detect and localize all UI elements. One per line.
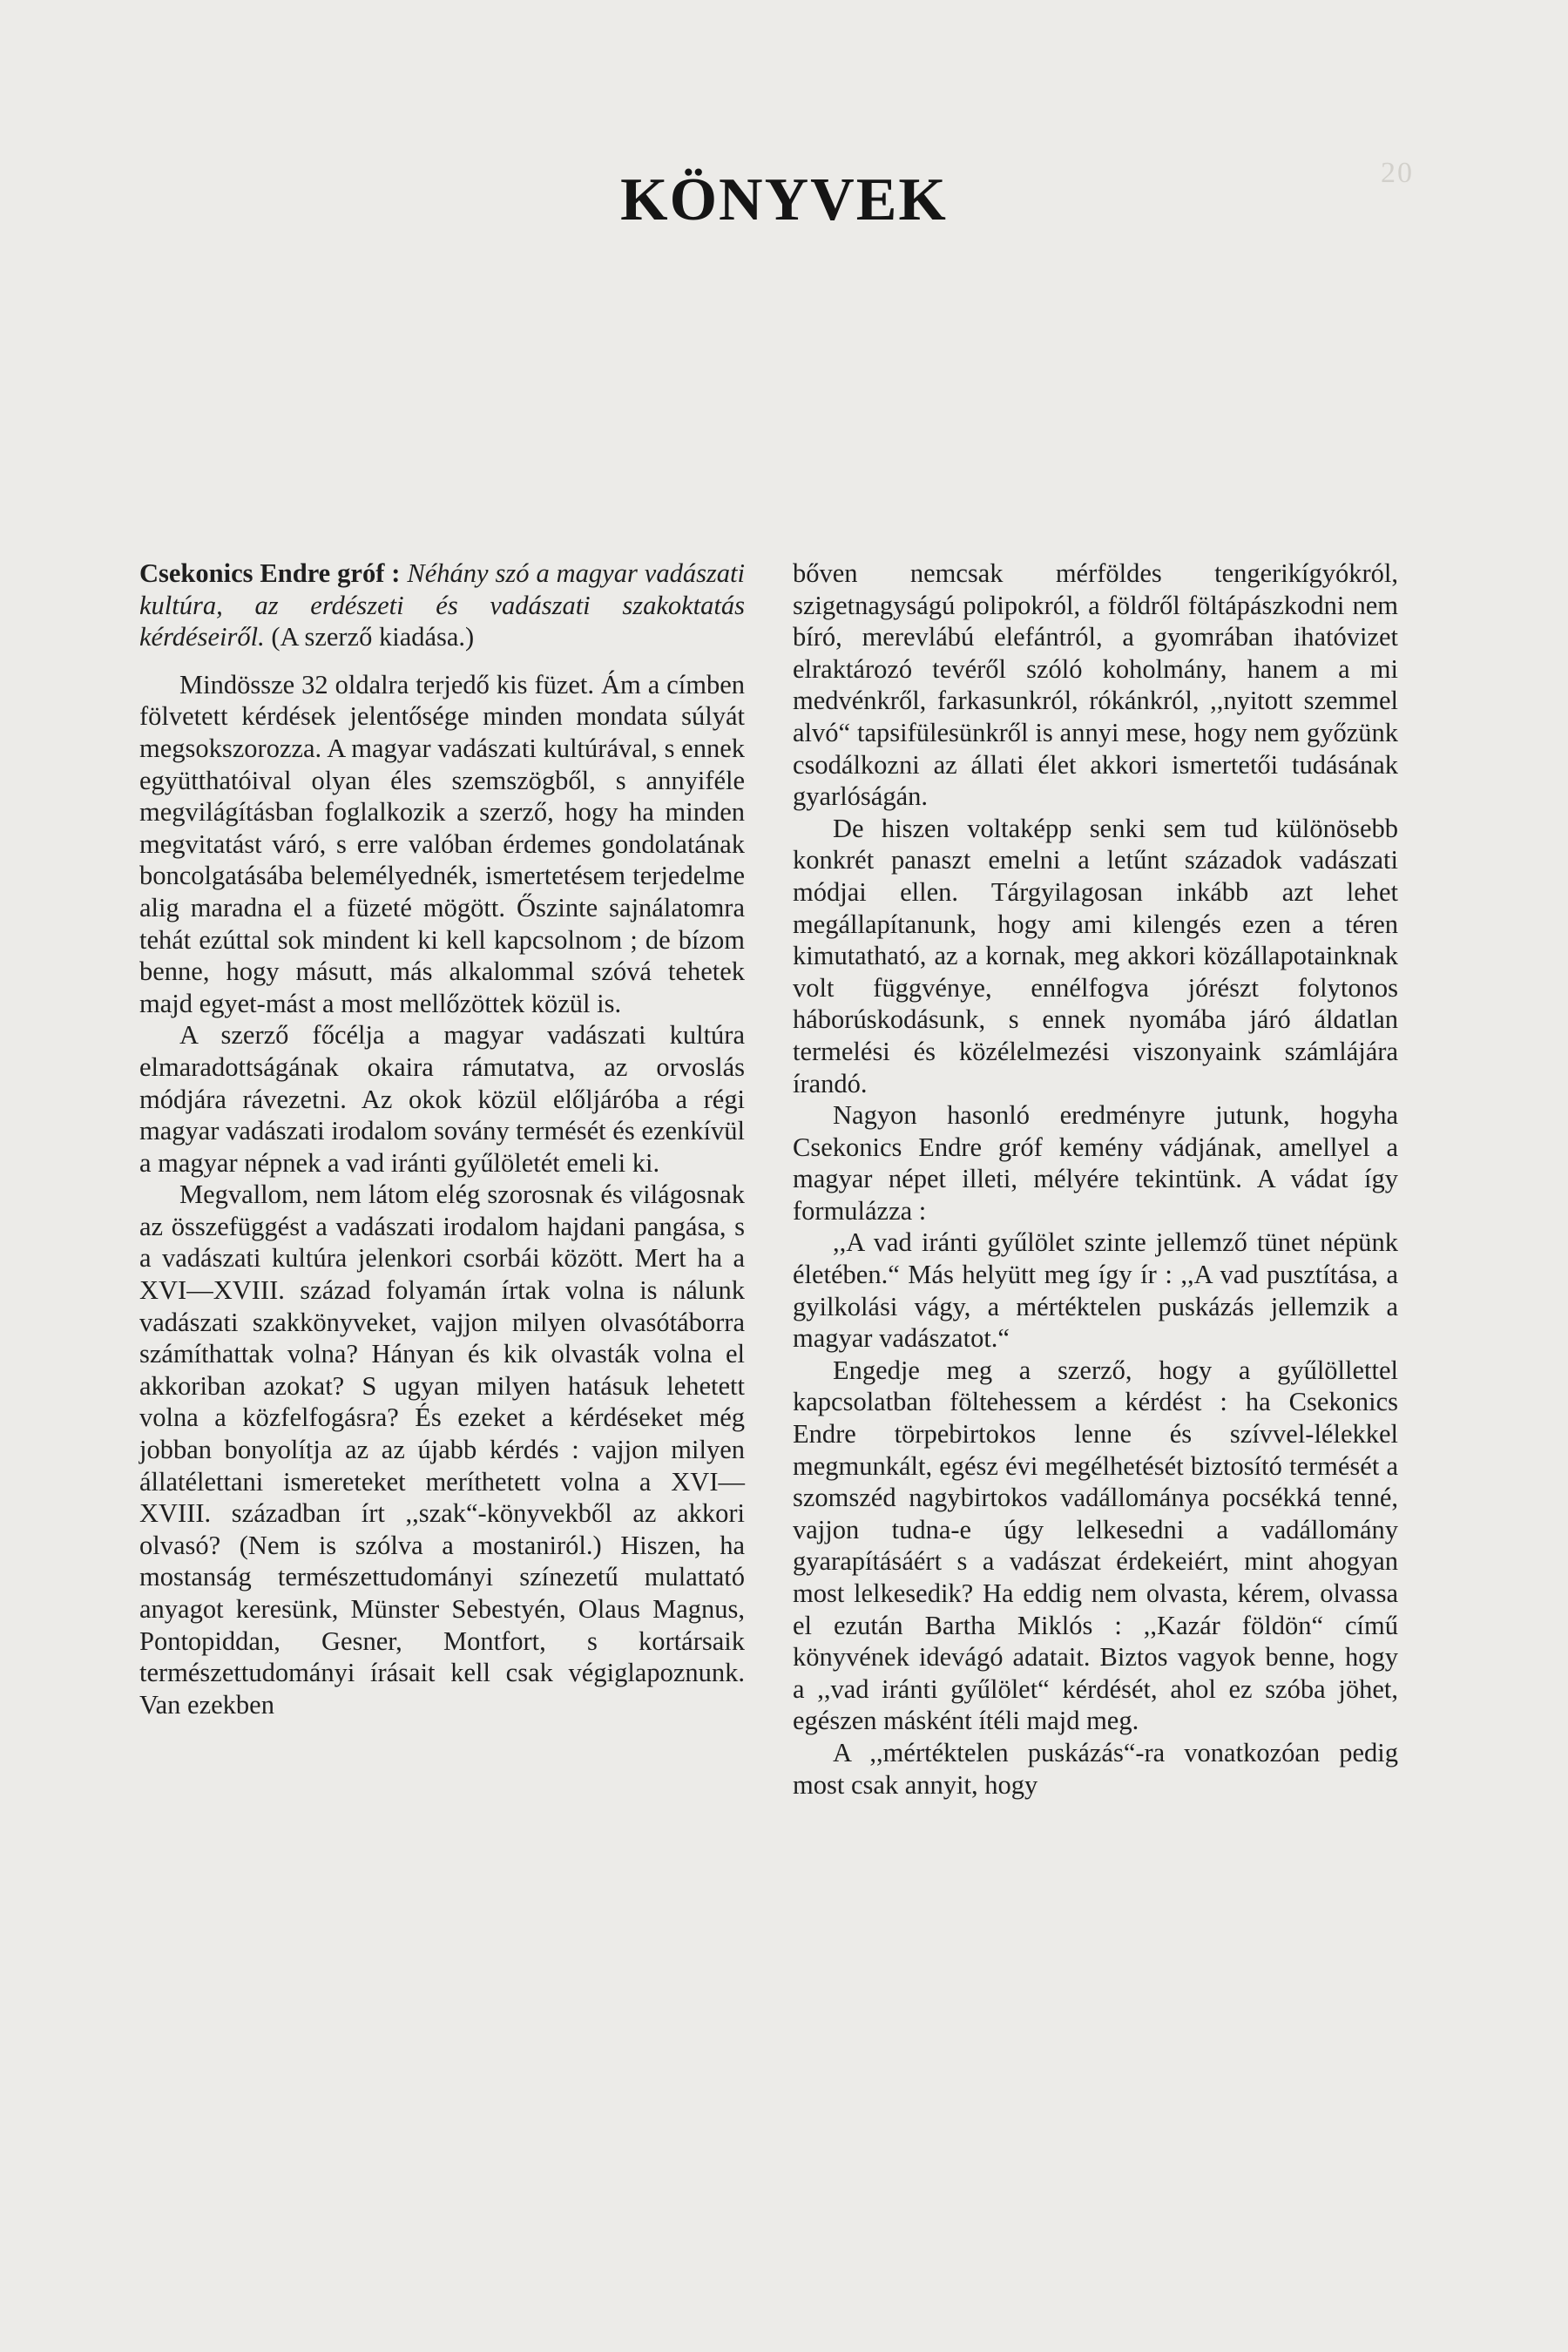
quotation-paragraph: ,,A vad iránti gyűlölet szinte jellemző tünet népünk életében.“ Más helyütt meg így ír : ,,A vad pusztítása, a gyilkolási vágy, a mértéktelen puskázás jellemzik a magyar vadászatot.“ [793,1227,1398,1354]
section-title: KÖNYVEK [620,166,948,233]
paragraph: Engedje meg a szerző, hogy a gyűlöllettel kapcsolatban föltehessem a kérdést : ha Csekonics Endre törpebirtokos lenne és szívvel-lélekkel megmunkált, egész évi megélhetését biztosító termését a szomszéd nagybirtokos vadállománya pocsékká tenné, vajjon tudna-e úgy lelkesedni a vadállomány gyarapításáért s a vadászat érdekeiért, mint ahogyan most lelkesedik? Ha eddig nem olvasta, kérem, olvassa el ezután Bartha Miklós : ,,Kazár földön“ című könyvének idevágó adatait. Biztos vagyok benne, hogy a ,,vad iránti gyűlölet“ kérdését, ahol ez szóba jöhet, egészen másként ítéli majd meg. [793,1355,1398,1736]
paragraph: De hiszen voltaképp senki sem tud különösebb konkrét panaszt emelni a letűnt századok vadászati módjai ellen. Tárgyilagosan inkább azt lehet megállapítanunk, hogy ami kilengés ezen a téren kimutatható, az a kornak, meg akkori közállapotainknak volt függvénye, ennélfogva jórészt folytonos háborúskodásunk, s ennek nyomába járó áldatlan termelési és közélelmezési viszonyaink számlájára írandó. [793,813,1398,1098]
paragraph: A szerző főcélja a magyar vadászati kultúra elmaradottságának okaira rámutatva, az orvoslás módjára rávezetni. Az okok közül előljáróba a régi magyar vadászati irodalom sovány termését és ezenkívül a magyar népnek a vad iránti gyűlöletét emeli ki. [139,1020,745,1178]
page-number: 20 [1381,157,1414,189]
paragraph: Mindössze 32 oldalra terjedő kis füzet. Ám a címben fölvetett kérdések jelentősége minden mondata súlyát megsokszorozza. A magyar vadászati kultúrával, s ennek együtthatóival olyan éles szemszögből, s annyiféle megvilágításban foglalkozik a szerző, hogy ha minden megvitatást váró, s erre valóban érdemes gondolatának boncolgatásába belemélyednék, ismertetésem terjedelme alig maradna el a füzeté mögött. Őszinte sajnálatomra tehát ezúttal sok mindent ki kell kapcsolnom ; de bízom benne, hogy másutt, más alkalommal szóvá tehetek majd egyet-mást a most mellőzöttek közül is. [139,669,745,1018]
paragraph-continued: bőven nemcsak mérföldes tengerikígyókról, szigetnagyságú polipokról, a földről föltápászkodni nem bíró, merevlábú elefántról, a gyomrában ihatóvizet elraktározó tevéről szóló koholmány, hanem a mi medvénkről, farkasunkról, rókánkról, ,,nyitott szemmel alvó“ tapsifülesünkről is annyi mese, hogy nem győzünk csodálkozni az állati élet akkori ismertetői tudásának gyarlóságán. [793,558,1398,812]
review-publisher: (A szerző kiadása.) [271,622,475,652]
paragraph: Nagyon hasonló eredményre jutunk, hogyha Csekonics Endre gróf kemény vádjának, amellyel a magyar népet illeti, mélyére tekintünk. A vádat így formulázza : [793,1100,1398,1226]
paragraph: A ,,mértéktelen puskázás“-ra vonatkozóan pedig most csak annyit, hogy [793,1737,1398,1800]
right-column [793,558,1398,1801]
review-author: Csekonics Endre gróf : [139,558,401,588]
left-column [139,558,745,1720]
review-heading [139,558,745,653]
review-book-title: Néhány szó a magyar vadászati kultúra, az erdészeti és vadászati szakoktatás kérdéseiről. [139,558,746,652]
paragraph: Megvallom, nem látom elég szorosnak és világosnak az összefüggést a vadászati irodalom hajdani pangása, s a vadászati kultúra jelenkori csorbái között. Mert ha a XVI—XVIII. század folyamán írtak volna is nálunk vadászati szakkönyveket, vajjon milyen olvasótáborra számíthattak volna? Hányan és kik olvasták volna el akkoriban azokat? S ugyan milyen hatásuk lehetett volna a közfelfogásra? És ezeket a kérdéseket még jobban bonyolítja az az újabb kérdés : vajjon milyen állatélettani ismereteket meríthetett volna a XVI—XVIII. században írt ,,szak“-könyvekből az akkori olvasó? (Nem is szólva a mostaniról.) Hiszen, ha mostanság természettudományi színezetű mulattató anyagot keresünk, Münster Sebestyén, Olaus Magnus, Pontopiddan, Gesner, Montfort, s kortársaik természettudományi írásait kell csak végiglapoznunk. Van ezekben [139,1179,745,1720]
